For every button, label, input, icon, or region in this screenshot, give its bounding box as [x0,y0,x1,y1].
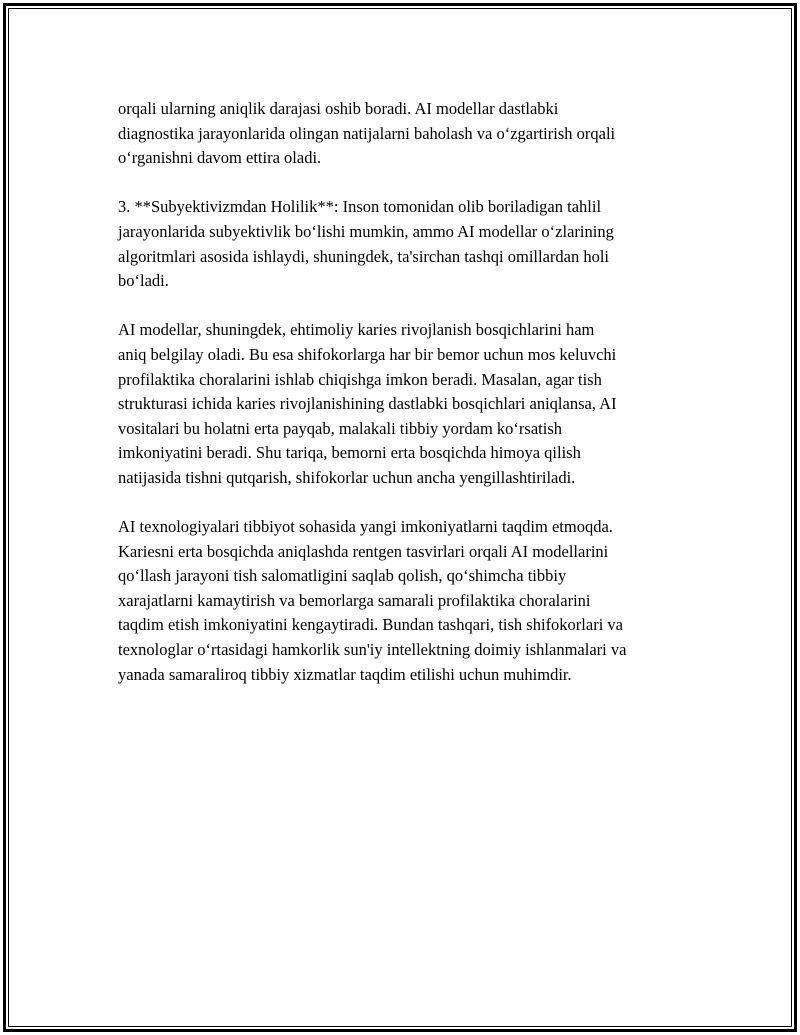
text-line: orqali ularning aniqlik darajasi oshib boradi. AI modellar dastlabki [118,99,559,118]
text-line: strukturasi ichida karies rivojlanishining dastlabki bosqichlari aniqlansa, AI [118,394,617,414]
text-line: aniq belgilay oladi. Bu esa shifokorlarga har bir bemor uchun mos keluvchi [118,344,617,364]
text-line: imkoniyatini beradi. Shu tariqa, bemorni erta bosqichda himoya qilish [118,443,581,463]
text-line: diagnostika jarayonlarida olingan natijalarni baholash va o‘zgartirish orqali [118,123,616,143]
text-line: jarayonlarida subyektivlik bo‘lishi mumkin, ammo AI modellar o‘zlarining [118,221,614,241]
text-line: AI texnologiyalari tibbiyot sohasida yangi imkoniyatlarni taqdim etmoqda. [118,517,613,537]
text-line: 3. **Subyektivizmdan Holilik**: Inson tomonidan olib boriladigan tahlil [118,197,602,217]
text-line: xarajatlarni kamaytirish va bemorlarga samarali profilaktika choralarini [118,590,591,610]
document-body [118,97,698,712]
paragraph-subjectivity [118,195,698,293]
text-line: taqdim etish imkoniyatini kengaytiradi. Bundan tashqari, tish shifokorlari va [118,615,623,635]
text-line: vositalari bu holatni erta payqab, malakali tibbiy yordam ko‘rsatish [118,418,563,438]
paragraph-conclusion [118,515,698,687]
text-line: algoritmlari asosida ishlaydi, shuningdek, ta'sirchan tashqi omillardan holi [118,246,610,266]
paragraph-caries-stages [118,318,698,490]
text-line: natijasida tishni qutqarish, shifokorlar uchun ancha yengillashtiriladi. [118,467,576,487]
paragraph-ai-learning [118,97,698,171]
text-line: AI modellar, shuningdek, ehtimoliy karies rivojlanish bosqichlarini ham [118,320,595,340]
text-line: Kariesni erta bosqichda aniqlashda rentgen tasvirlari orqali AI modellarini [118,541,609,561]
text-line: bo‘ladi. [118,271,169,291]
text-line: qo‘llash jarayoni tish salomatligini saqlab qolish, qo‘shimcha tibbiy [118,566,567,586]
text-line: texnologlar o‘rtasidagi hamkorlik sun'iy intellektning doimiy ishlanmalari va [118,640,627,660]
text-line: yanada samaraliroq tibbiy xizmatlar taqdim etilishi uchun muhimdir. [118,664,572,684]
text-line: profilaktika choralarini ishlab chiqishga imkon beradi. Masalan, agar tish [118,369,602,389]
page-frame [3,3,797,1032]
text-line: o‘rganishni davom ettira oladi. [118,148,322,168]
